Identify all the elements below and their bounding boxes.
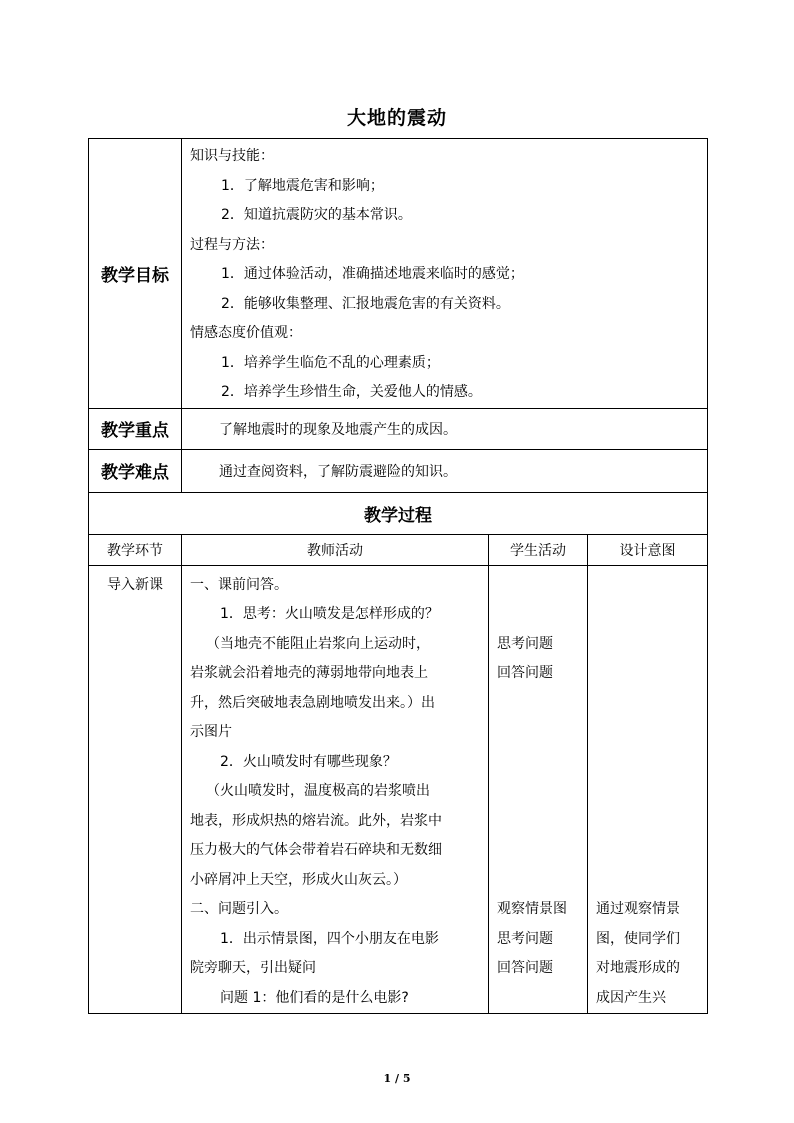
student-line [497,836,581,866]
key-point-row [89,408,708,449]
process-section-title: 教学过程 [89,492,708,534]
header-stage: 教学环节 [89,534,182,565]
stage-name: 导入新课 [107,576,163,593]
emotion-item: 2．培养学生珍惜生命，关爱他人的情感。 [221,384,482,400]
emotion-title: 情感态度价值观： [190,325,302,341]
process-header-row [89,534,708,565]
teacher-line: 2．火山喷发时有哪些现象？ [220,753,397,770]
design-line [596,689,701,719]
header-design-intent: 设计意图 [588,534,708,565]
design-line: 通过观察情景 [596,901,680,917]
student-line: 回答问题 [497,665,553,681]
design-line [596,777,701,807]
student-line: 思考问题 [497,635,553,652]
goals-label: 教学目标 [89,139,182,409]
difficulty-text: 通过查阅资料，了解防震避险的知识。 [182,449,708,492]
teacher-activity-cell [182,565,489,1014]
design-line [596,836,701,866]
student-line [497,866,581,896]
design-line [596,571,701,601]
page-title: 大地的震动 [346,107,447,129]
teacher-line: 一、课前问答。 [190,576,288,593]
emotion-item: 1．培养学生临危不乱的心理素质； [221,354,440,371]
design-line [596,718,701,748]
knowledge-item: 2．知道抗震防灾的基本常识。 [221,207,412,223]
goals-row [89,139,708,409]
difficulty-label: 教学难点 [89,449,182,492]
key-point-text: 了解地震时的现象及地震产生的成因。 [182,408,708,449]
process-title-row [89,492,708,534]
teacher-line: 1．思考：火山喷发是怎样形成的？ [220,606,439,622]
student-line: 回答问题 [497,960,553,976]
teacher-line: 问题 1：他们看的是什么电影? [220,989,409,1006]
student-line [497,600,581,630]
design-line [596,748,701,778]
teacher-line: 院旁聊天，引出疑问 [190,960,316,976]
teacher-line: 岩浆就会沿着地壳的薄弱地带向地表上 [190,665,428,681]
knowledge-title: 知识与技能： [190,148,274,164]
student-line: 观察情景图 [497,901,567,917]
design-line [596,659,701,689]
teacher-line: （当地壳不能阻止岩浆向上运动时， [206,635,430,652]
teacher-line: 示图片 [190,724,232,740]
student-activity-cell [489,565,588,1014]
design-line [596,866,701,896]
difficulty-row [89,449,708,492]
lesson-plan-table [88,138,708,1014]
process-method-item: 1．通过体验活动，准确描述地震来临时的感觉； [221,266,524,282]
knowledge-item: 1．了解地震危害和影响； [221,177,384,194]
header-teacher-activity: 教师活动 [182,534,489,565]
design-line: 图，使同学们 [596,930,680,947]
teacher-line: 小碎屑冲上天空，形成火山灰云。） [190,871,407,888]
key-point-label: 教学重点 [89,408,182,449]
design-intent-cell [588,565,708,1014]
process-row [89,565,708,1014]
process-method-title: 过程与方法： [190,236,274,253]
student-line [497,807,581,837]
student-line [497,748,581,778]
student-line [497,777,581,807]
student-line [497,689,581,719]
process-method-item: 2．能够收集整理、汇报地震危害的有关资料。 [221,295,510,312]
design-line: 成因产生兴 [596,989,666,1006]
goals-content [182,139,708,409]
design-line [596,600,701,630]
student-line [497,984,581,1014]
student-line [497,718,581,748]
teacher-line: 压力极大的气体会带着岩石碎块和无数细 [190,842,442,858]
design-line [596,807,701,837]
student-line: 思考问题 [497,930,553,947]
design-line: 对地震形成的 [596,960,680,976]
header-student-activity: 学生活动 [489,534,588,565]
page-number: 1 / 5 [383,1072,411,1085]
stage-cell [89,565,182,1014]
teacher-line: 1．出示情景图，四个小朋友在电影 [220,930,439,947]
teacher-line: 二、问题引入。 [190,901,288,917]
teacher-line: （火山喷发时，温度极高的岩浆喷出 [206,783,430,799]
teacher-line: 地表，形成炽热的熔岩流。此外，岩浆中 [190,812,442,829]
student-line [497,571,581,601]
design-line [596,630,701,660]
teacher-line: 升，然后突破地表急剧地喷发出来。）出 [190,694,435,711]
